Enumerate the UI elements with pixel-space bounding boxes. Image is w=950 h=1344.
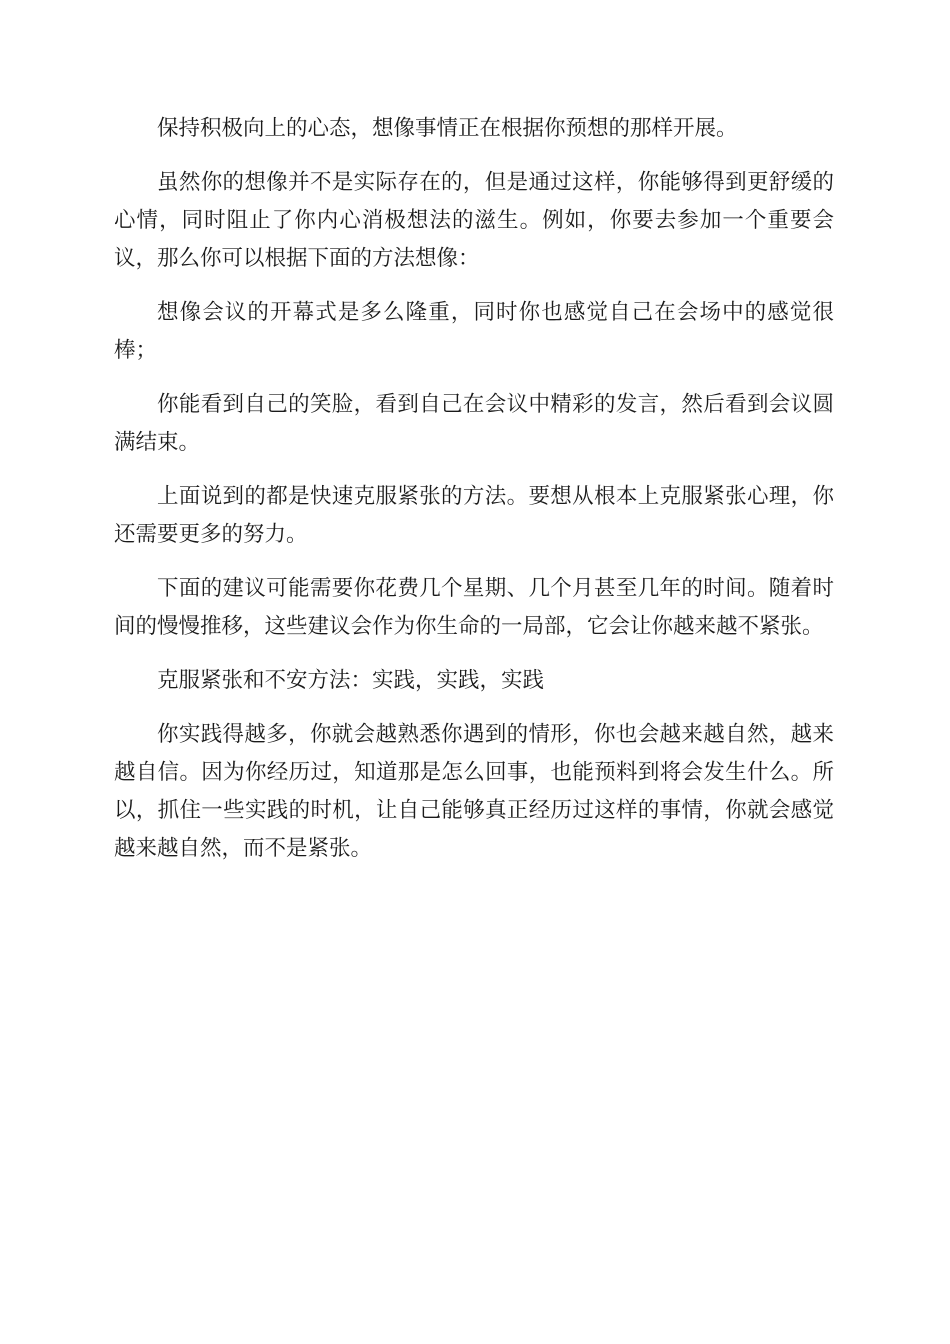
section-heading-practice: 克服紧张和不安方法：实践，实践，实践 (157, 668, 545, 693)
paragraph-positive-mindset: 保持积极向上的心态，想像事情正在根据你预想的那样开展。 (157, 116, 738, 141)
document-body (114, 110, 834, 884)
paragraph-smiling-face: 你能看到自己的笑脸，看到自己在会议中精彩的发言，然后看到会议圆满结束。 (114, 392, 834, 455)
paragraph-imagination: 虽然你的想像并不是实际存在的，但是通过这样，你能够得到更舒缓的心情，同时阻止了你内心消极想法的滋生。例如，你要去参加一个重要会议，那么你可以根据下面的方法想像： (114, 170, 834, 271)
paragraph-long-term-advice: 下面的建议可能需要你花费几个星期、几个月甚至几年的时间。随着时间的慢慢推移，这些建议会作为你生命的一局部，它会让你越来越不紧张。 (114, 576, 834, 639)
paragraph-quick-methods: 上面说到的都是快速克服紧张的方法。要想从根本上克服紧张心理，你还需要更多的努力。 (114, 484, 834, 547)
paragraph-opening-ceremony: 想像会议的开幕式是多么隆重，同时你也感觉自己在会场中的感觉很棒； (114, 300, 834, 363)
paragraph-practice-more: 你实践得越多，你就会越熟悉你遇到的情形，你也会越来越自然，越来越自信。因为你经历过，知道那是怎么回事，也能预料到将会发生什么。所以，抓住一些实践的时机，让自己能够真正经历过这样的事情，你就会感觉越来越自然，而不是紧张。 (114, 722, 834, 861)
